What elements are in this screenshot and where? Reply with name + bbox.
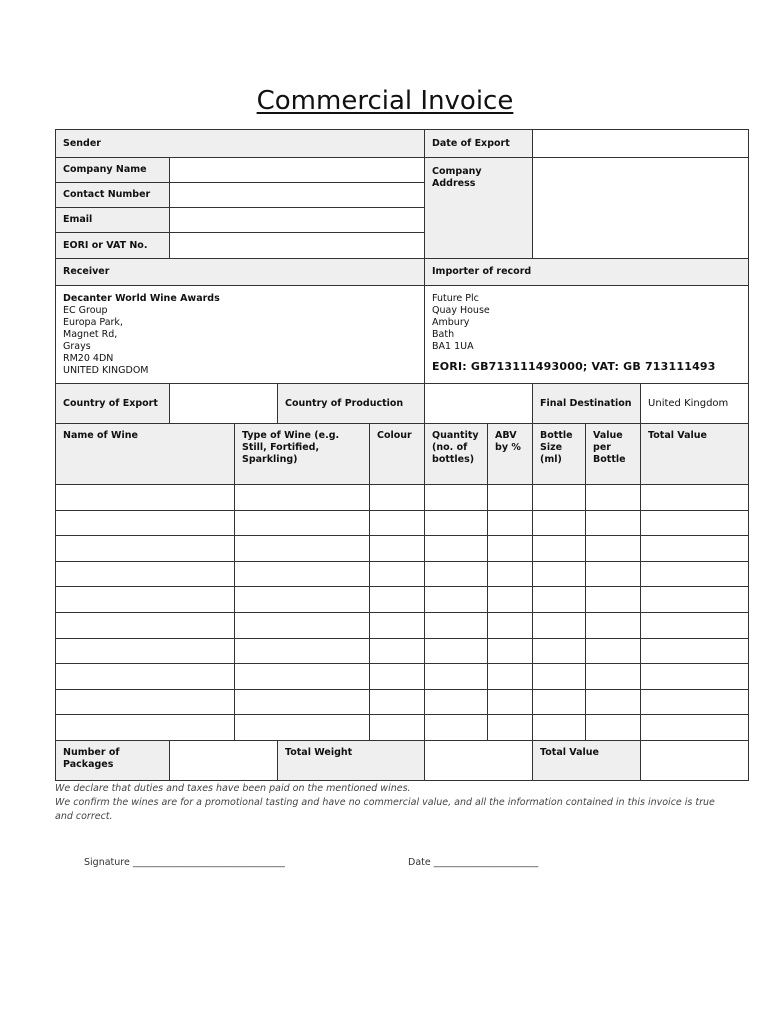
contact-number-label: Contact Number [56, 183, 170, 208]
cell-value-per-bottle[interactable] [586, 664, 641, 690]
column-bottle-size: Bottle Size (ml) [533, 424, 586, 485]
cell-bottle-size[interactable] [533, 510, 586, 536]
cell-type-of-wine[interactable] [235, 587, 370, 613]
cell-colour[interactable] [370, 561, 425, 587]
receiver-address [56, 286, 425, 384]
column-type-of-wine: Type of Wine (e.g. Still, Fortified, Sparkling) [235, 424, 370, 485]
total-value-field[interactable] [641, 740, 749, 780]
cell-quantity[interactable] [425, 612, 488, 638]
cell-quantity[interactable] [425, 638, 488, 664]
cell-name-of-wine[interactable] [56, 664, 235, 690]
importer-address-line: BA1 1UA [432, 341, 474, 352]
cell-type-of-wine[interactable] [235, 689, 370, 715]
cell-total-value[interactable] [641, 561, 749, 587]
final-destination-value[interactable]: United Kingdom [641, 384, 749, 424]
cell-bottle-size[interactable] [533, 715, 586, 741]
cell-abv[interactable] [488, 510, 533, 536]
cell-total-value[interactable] [641, 664, 749, 690]
date-of-export-label: Date of Export [425, 130, 533, 158]
email-field[interactable] [170, 208, 425, 233]
cell-quantity[interactable] [425, 689, 488, 715]
cell-name-of-wine[interactable] [56, 510, 235, 536]
signature-line[interactable]: Signature ________________________________ [84, 857, 285, 868]
company-name-field[interactable] [170, 158, 425, 183]
column-value-per-bottle: Value per Bottle [586, 424, 641, 485]
eori-vat-field[interactable] [170, 233, 425, 259]
table-row [56, 587, 749, 613]
sender-heading: Sender [56, 130, 425, 158]
receiver-address-line: Europa Park, [63, 317, 123, 328]
cell-abv[interactable] [488, 638, 533, 664]
cell-name-of-wine[interactable] [56, 587, 235, 613]
number-of-packages-field[interactable] [170, 740, 278, 780]
date-line[interactable]: Date ______________________ [408, 857, 539, 868]
company-address-label: Company Address [425, 158, 533, 259]
table-row [56, 612, 749, 638]
cell-value-per-bottle[interactable] [586, 715, 641, 741]
column-total-value: Total Value [641, 424, 749, 485]
country-of-export-field[interactable] [170, 384, 278, 424]
declaration-promotional: We confirm the wines are for a promotional tasting and have no commercial value, and all the information contained in this invoice is true and correct. [55, 797, 715, 822]
cell-value-per-bottle[interactable] [586, 587, 641, 613]
cell-type-of-wine[interactable] [235, 485, 370, 511]
cell-abv[interactable] [488, 612, 533, 638]
cell-abv[interactable] [488, 536, 533, 562]
country-of-production-label: Country of Production [278, 384, 425, 424]
cell-quantity[interactable] [425, 561, 488, 587]
receiver-heading: Receiver [56, 259, 425, 286]
declarations [55, 782, 725, 824]
cell-name-of-wine[interactable] [56, 536, 235, 562]
total-weight-label: Total Weight [278, 740, 425, 780]
receiver-address-line: Grays [63, 341, 91, 352]
cell-total-value[interactable] [641, 485, 749, 511]
cell-name-of-wine[interactable] [56, 689, 235, 715]
receiver-address-line: Magnet Rd, [63, 329, 118, 340]
number-of-packages-label: Number of Packages [56, 740, 170, 780]
cell-name-of-wine[interactable] [56, 638, 235, 664]
invoice-title: Commercial Invoice [256, 86, 514, 116]
importer-heading: Importer of record [425, 259, 749, 286]
cell-colour[interactable] [370, 638, 425, 664]
cell-type-of-wine[interactable] [235, 510, 370, 536]
country-of-production-field[interactable] [425, 384, 533, 424]
cell-value-per-bottle[interactable] [586, 612, 641, 638]
receiver-name: Decanter World Wine Awards [63, 293, 220, 304]
cell-colour[interactable] [370, 715, 425, 741]
cell-colour[interactable] [370, 612, 425, 638]
cell-abv[interactable] [488, 715, 533, 741]
column-quantity: Quantity (no. of bottles) [425, 424, 488, 485]
cell-type-of-wine[interactable] [235, 561, 370, 587]
company-address-field[interactable] [533, 158, 749, 259]
cell-name-of-wine[interactable] [56, 561, 235, 587]
cell-type-of-wine[interactable] [235, 638, 370, 664]
cell-bottle-size[interactable] [533, 638, 586, 664]
cell-value-per-bottle[interactable] [586, 638, 641, 664]
cell-abv[interactable] [488, 689, 533, 715]
cell-bottle-size[interactable] [533, 689, 586, 715]
table-row [56, 561, 749, 587]
final-destination-label: Final Destination [533, 384, 641, 424]
cell-bottle-size[interactable] [533, 485, 586, 511]
cell-name-of-wine[interactable] [56, 715, 235, 741]
cell-colour[interactable] [370, 510, 425, 536]
cell-total-value[interactable] [641, 689, 749, 715]
importer-address-line: Ambury [432, 317, 470, 328]
cell-abv[interactable] [488, 485, 533, 511]
cell-quantity[interactable] [425, 536, 488, 562]
cell-bottle-size[interactable] [533, 612, 586, 638]
cell-total-value[interactable] [641, 612, 749, 638]
table-row [56, 689, 749, 715]
receiver-address-line: UNITED KINGDOM [63, 365, 149, 376]
table-row [56, 664, 749, 690]
importer-address [425, 286, 749, 384]
cell-type-of-wine[interactable] [235, 612, 370, 638]
cell-type-of-wine[interactable] [235, 664, 370, 690]
column-abv: ABV by % [488, 424, 533, 485]
cell-value-per-bottle[interactable] [586, 510, 641, 536]
table-row [56, 536, 749, 562]
cell-type-of-wine[interactable] [235, 715, 370, 741]
cell-colour[interactable] [370, 664, 425, 690]
cell-quantity[interactable] [425, 485, 488, 511]
cell-total-value[interactable] [641, 536, 749, 562]
column-name-of-wine: Name of Wine [56, 424, 235, 485]
cell-value-per-bottle[interactable] [586, 536, 641, 562]
table-row [56, 510, 749, 536]
cell-bottle-size[interactable] [533, 561, 586, 587]
cell-colour[interactable] [370, 485, 425, 511]
cell-value-per-bottle[interactable] [586, 689, 641, 715]
declaration-duties: We declare that duties and taxes have been paid on the mentioned wines. [55, 783, 411, 794]
total-weight-field[interactable] [425, 740, 533, 780]
cell-bottle-size[interactable] [533, 536, 586, 562]
cell-quantity[interactable] [425, 664, 488, 690]
cell-quantity[interactable] [425, 587, 488, 613]
cell-total-value[interactable] [641, 638, 749, 664]
importer-address-line: Quay House [432, 305, 490, 316]
cell-total-value[interactable] [641, 715, 749, 741]
receiver-address-line: RM20 4DN [63, 353, 114, 364]
cell-abv[interactable] [488, 664, 533, 690]
table-row [56, 638, 749, 664]
table-row [56, 715, 749, 741]
importer-address-line: Bath [432, 329, 455, 340]
cell-bottle-size[interactable] [533, 587, 586, 613]
column-colour: Colour [370, 424, 425, 485]
table-row [56, 485, 749, 511]
country-of-export-label: Country of Export [56, 384, 170, 424]
importer-eori: EORI: GB713111493000; VAT: GB 713111493 [432, 360, 716, 373]
importer-address-line: Future Plc [432, 293, 479, 304]
cell-colour[interactable] [370, 536, 425, 562]
cell-total-value[interactable] [641, 510, 749, 536]
cell-value-per-bottle[interactable] [586, 485, 641, 511]
cell-type-of-wine[interactable] [235, 536, 370, 562]
contact-number-field[interactable] [170, 183, 425, 208]
total-value-label: Total Value [533, 740, 641, 780]
cell-value-per-bottle[interactable] [586, 561, 641, 587]
email-label: Email [56, 208, 170, 233]
cell-abv[interactable] [488, 561, 533, 587]
cell-bottle-size[interactable] [533, 664, 586, 690]
cell-quantity[interactable] [425, 715, 488, 741]
cell-name-of-wine[interactable] [56, 612, 235, 638]
receiver-address-line: EC Group [63, 305, 108, 316]
cell-colour[interactable] [370, 587, 425, 613]
cell-colour[interactable] [370, 689, 425, 715]
cell-abv[interactable] [488, 587, 533, 613]
cell-quantity[interactable] [425, 510, 488, 536]
company-name-label: Company Name [56, 158, 170, 183]
cell-name-of-wine[interactable] [56, 485, 235, 511]
eori-vat-label: EORI or VAT No. [56, 233, 170, 259]
invoice-table [55, 129, 749, 781]
date-of-export-field[interactable] [533, 130, 749, 158]
cell-total-value[interactable] [641, 587, 749, 613]
